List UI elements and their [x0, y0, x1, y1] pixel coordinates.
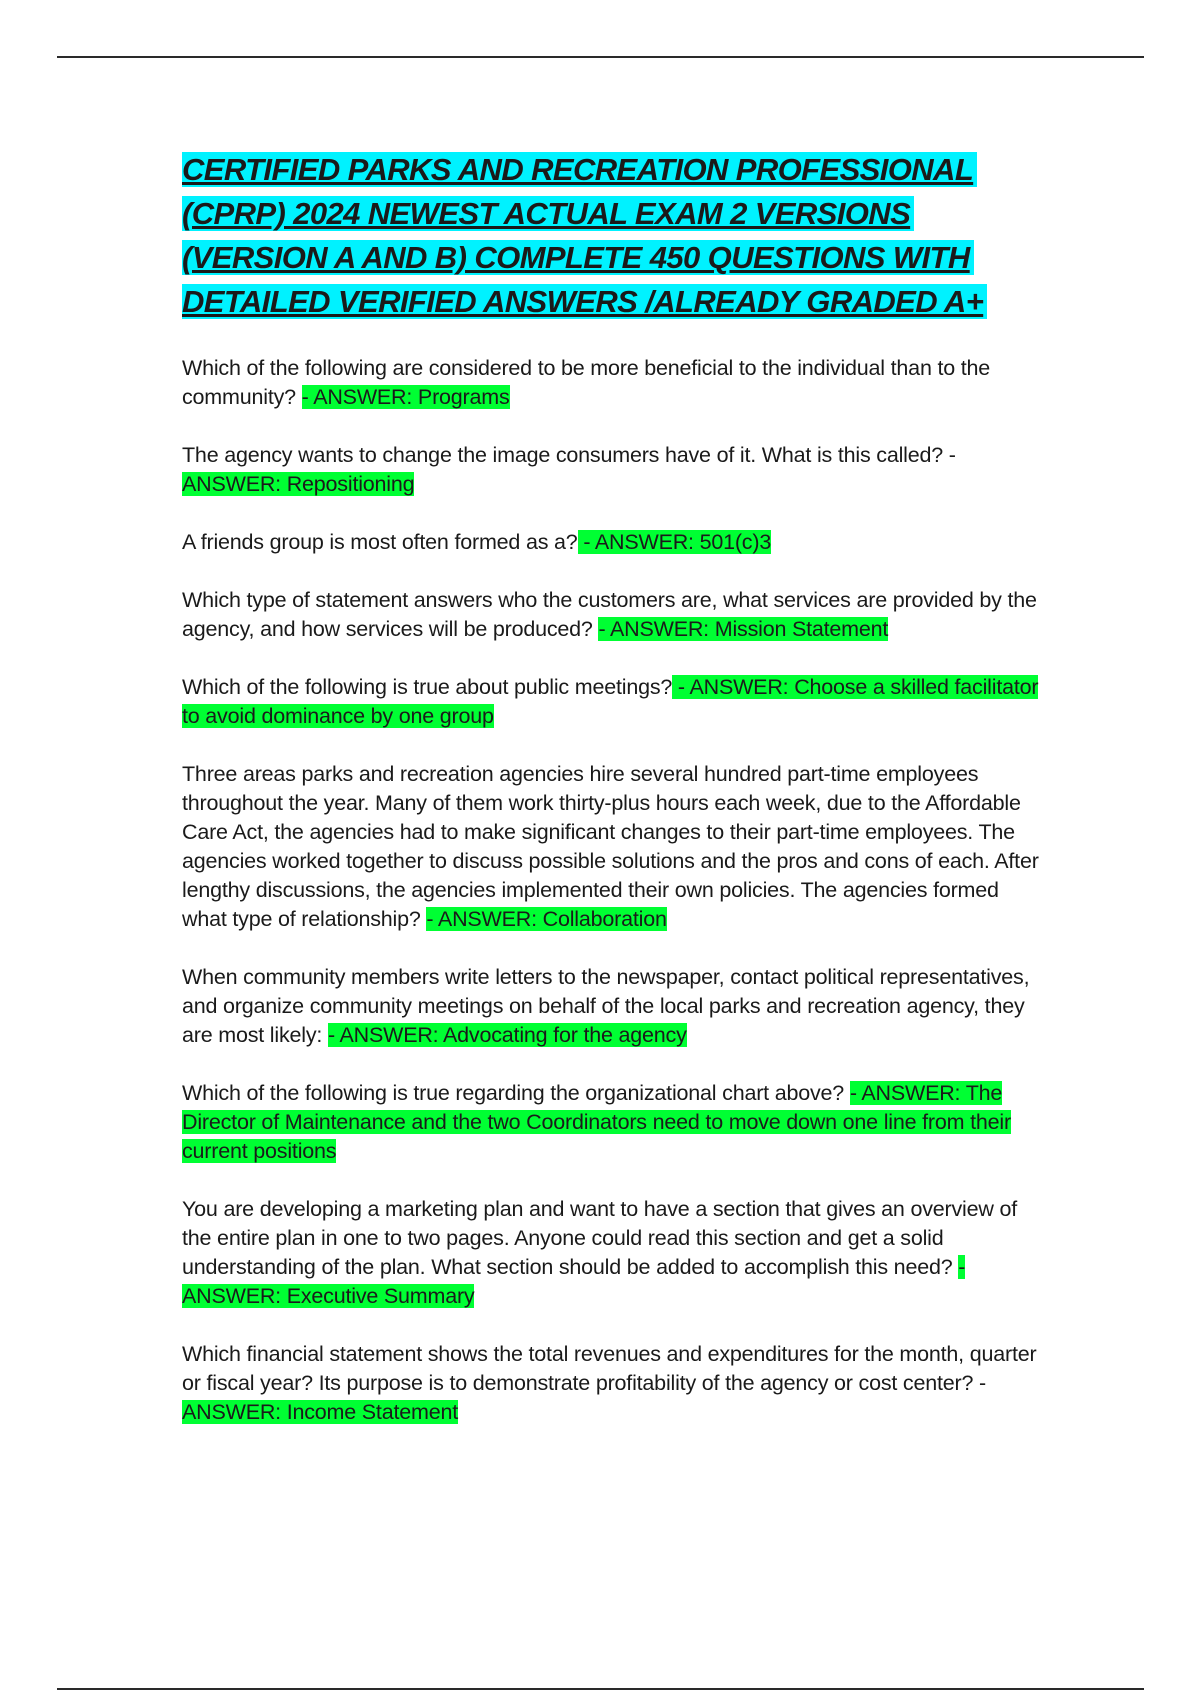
question-text: The agency wants to change the image consumers have of it. What is this called? -	[182, 443, 956, 467]
qa-item-7	[182, 963, 1042, 1050]
title-highlight: CERTIFIED PARKS AND RECREATION PROFESSIONAL (CPRP) 2024 NEWEST ACTUAL EXAM 2 VERSIONS (VERSION A AND B) COMPLETE 450 QUESTIONS WITH DETAILED VERIFIED ANSWERS /ALREADY GRADED A+	[182, 152, 987, 319]
answer-text: - ANSWER: Programs	[301, 385, 510, 409]
answer-text: - ANSWER: Choose a skilled facilitator to avoid dominance by one group	[182, 675, 1039, 728]
question-text: Which of the following are considered to be more beneficial to the individual than to the community?	[182, 356, 991, 409]
question-text: Which of the following is true about public meetings?	[182, 675, 673, 699]
qa-item-5	[182, 673, 1042, 731]
answer-text: ANSWER: Income Statement	[182, 1400, 458, 1424]
qa-item-8	[182, 1079, 1042, 1166]
question-text: Which financial statement shows the total revenues and expenditures for the month, quarter or fiscal year? Its purpose is to demonstrate profitability of the agency or cost center? -	[182, 1342, 1037, 1395]
question-text: You are developing a marketing plan and want to have a section that gives an overview of the entire plan in one to two pages. Anyone could read this section and get a solid understanding of the plan. What section should be added to accomplish this need?	[182, 1197, 1017, 1279]
answer-text: - ANSWER: Advocating for the agency	[327, 1023, 687, 1047]
document-body	[182, 148, 1042, 1456]
answer-text: - ANSWER: The Director of Maintenance and the two Coordinators need to move down one line from their current positions	[182, 1081, 1011, 1163]
question-text: Which type of statement answers who the customers are, what services are provided by the agency, and how services will be produced?	[182, 588, 1037, 641]
qa-item-4	[182, 586, 1042, 644]
answer-text: - ANSWER: 501(c)3	[577, 530, 772, 554]
answer-text: - ANSWER: Collaboration	[426, 907, 667, 931]
qa-item-1	[182, 354, 1042, 412]
qa-item-3	[182, 528, 1042, 557]
question-text: When community members write letters to the newspaper, contact political representatives, and organize community meetings on behalf of the local parks and recreation agency, they are most likely:	[182, 965, 1030, 1047]
footer-rule	[57, 1688, 1144, 1690]
question-text: A friends group is most often formed as a?	[182, 530, 578, 554]
qa-item-9	[182, 1195, 1042, 1311]
document-title	[182, 148, 1042, 324]
answer-text: - ANSWER: Executive Summary	[182, 1255, 966, 1308]
qa-item-10	[182, 1340, 1042, 1427]
qa-item-6	[182, 760, 1042, 934]
qa-item-2	[182, 441, 1042, 499]
header-rule	[57, 56, 1144, 58]
question-text: Three areas parks and recreation agencies hire several hundred part-time employees throughout the year. Many of them work thirty-plus hours each week, due to the Affordable Care Act, the agencies had to make significant changes to their part-time employees. The agencies worked together to discuss possible solutions and the pros and cons of each. After lengthy discussions, the agencies implemented their own policies. The agencies formed what type of relationship?	[182, 762, 1039, 931]
question-text: Which of the following is true regarding the organizational chart above?	[182, 1081, 850, 1105]
answer-text: ANSWER: Repositioning	[182, 472, 415, 496]
answer-text: - ANSWER: Mission Statement	[598, 617, 889, 641]
